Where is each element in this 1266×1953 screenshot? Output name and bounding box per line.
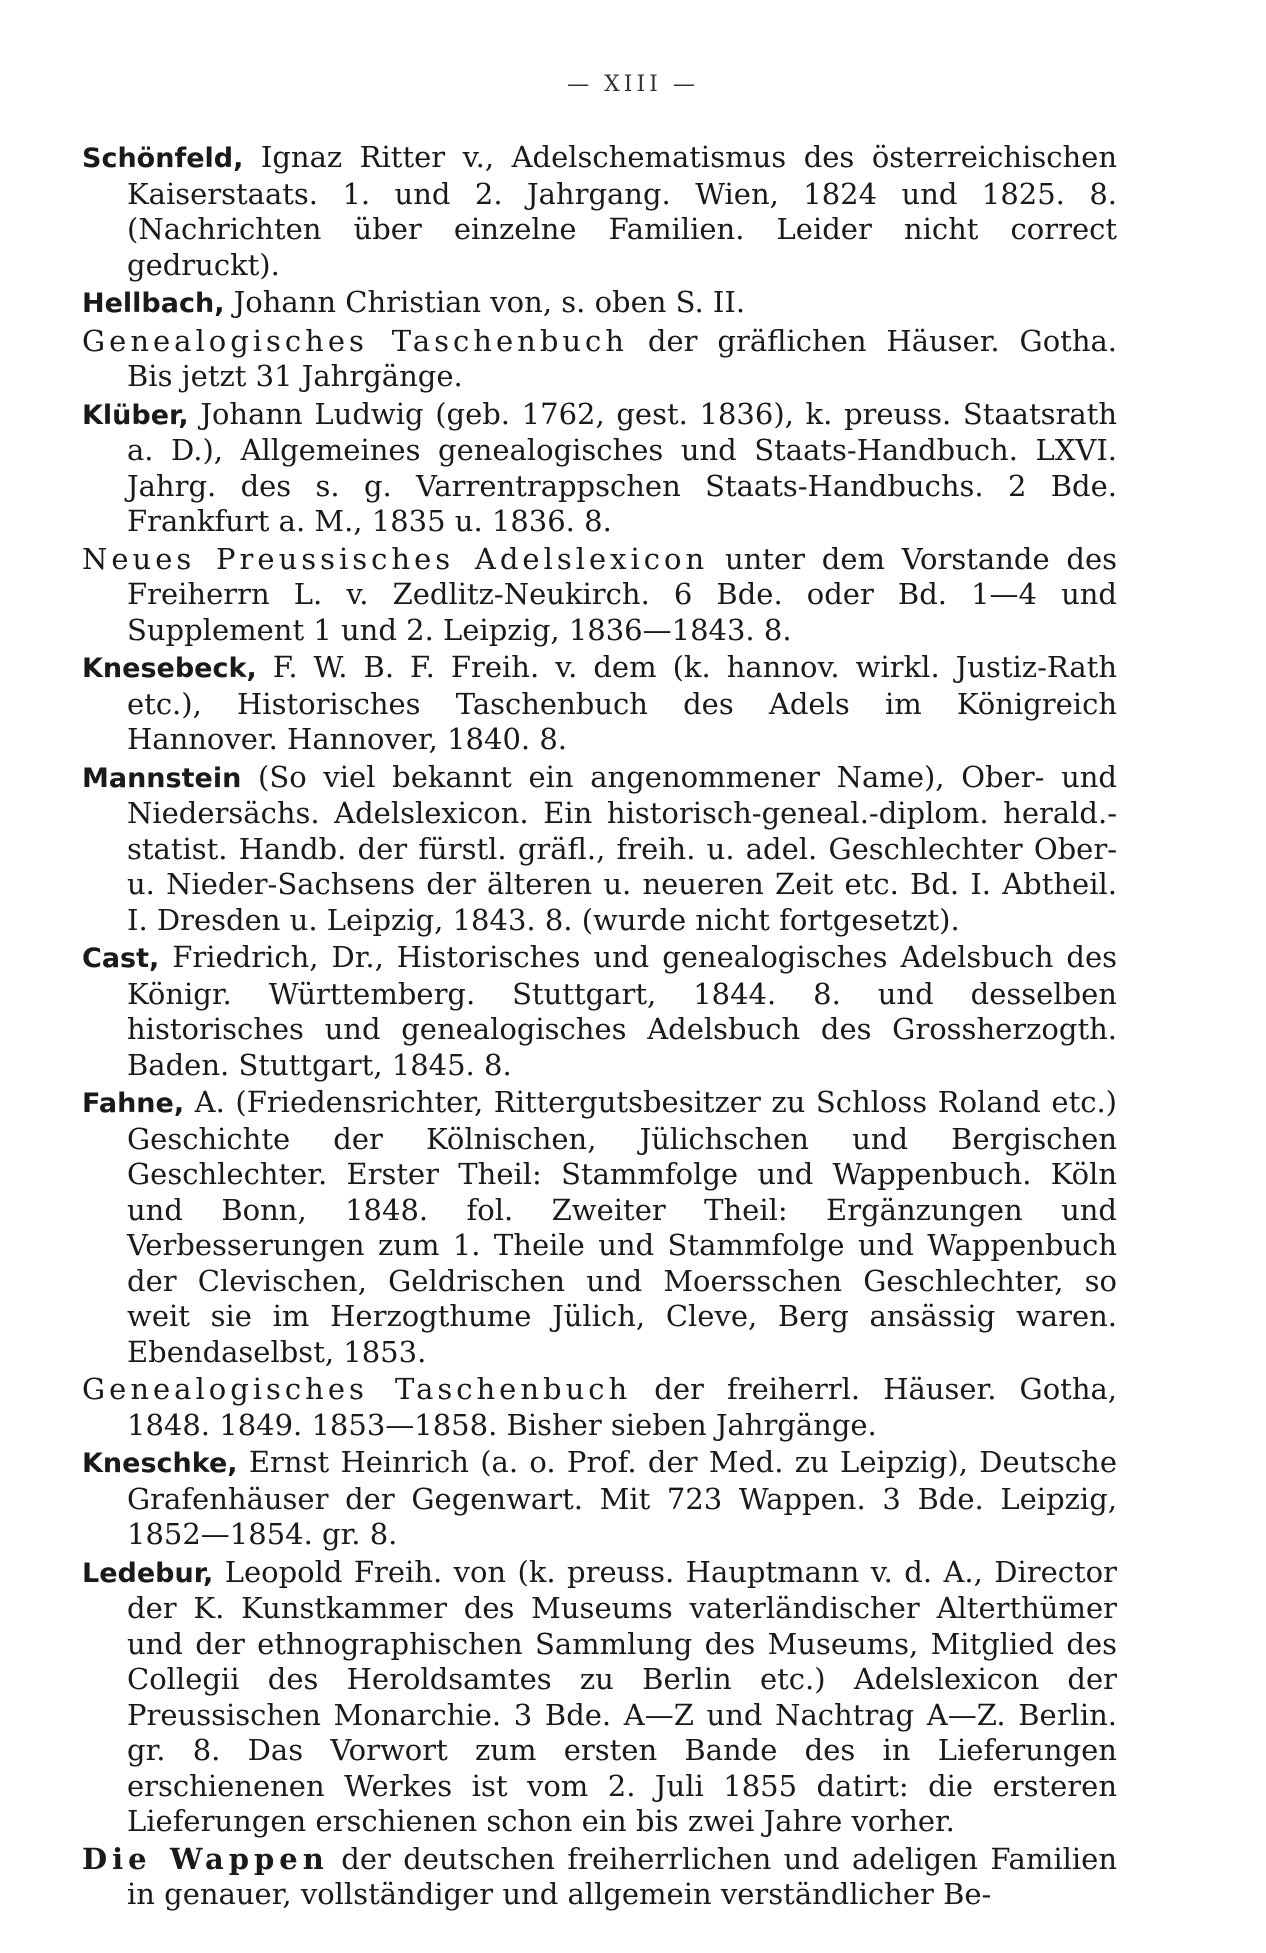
entry-text: (So viel bekannt ein angenommener Name), Ober- und Niedersächs. Adelslexicon. Ein historisch-geneal.-diplom. herald.-statist. Handb. der fürstl. gräfl., freih. u. adel. Geschlechter Ober- u. Nieder-Sachsens der älteren u. neueren Zeit etc. Bd. I. Abtheil. I. Dresden u. Leipzig, 1843. 8. (wurde nicht fortgesetzt). — [127, 759, 1117, 937]
entry-lead: Klüber, — [82, 399, 189, 431]
entry-lead: Knesebeck, — [82, 653, 257, 684]
entry-text: der freiherrl. Häuser. Gotha, 1848. 1849. 1853—1858. Bisher sieben Jahrgänge. — [127, 1372, 1118, 1442]
entry-text: der gräflichen Häuser. Gotha. Bis jetzt 31 Jahrgänge. — [127, 323, 1117, 393]
entry-text: Leopold Freih. von (k. preuss. Hauptmann v. d. A., Director der K. Kunstkammer des Museums vaterländischer Alterthümer und der ethnographischen Sammlung des Museums, Mitglied des Collegii des Heroldsamtes zu Berlin etc.) Adelslexicon der Preussischen Monarchie. 3 Bde. A—Z und Nachtrag A—Z. Berlin. gr. 8. Das Vorwort zum ersten Bande des in Lieferungen erschienenen Werkes ist vom 2. Juli 1855 datirt: die ersteren Lieferungen erschienen schon ein bis zwei Jahre vorher. — [127, 1554, 1117, 1838]
bibliography-entry — [82, 1445, 1117, 1553]
bibliography-entry — [82, 940, 1117, 1083]
bibliography-entry — [82, 760, 1117, 939]
entry-lead: Schönfeld, — [82, 143, 244, 174]
bibliography-entry — [82, 542, 1117, 649]
entry-lead: Die Wappen — [82, 1841, 329, 1876]
entry-lead: Ledebur, — [82, 1557, 214, 1589]
bibliography-entry — [82, 1372, 1117, 1443]
entry-lead: Kneschke, — [82, 1448, 238, 1479]
entry-lead: Fahne, — [82, 1088, 185, 1119]
bibliography-entry — [82, 1842, 1117, 1913]
entry-text: Ernst Heinrich (a. o. Prof. der Med. zu Leipzig), Deutsche Grafenhäuser der Gegenwart. Mit 723 Wappen. 3 Bde. Leipzig, 1852—1854. gr. 8. — [127, 1445, 1117, 1551]
bibliography-entry — [82, 324, 1117, 395]
page-header: — XIII — — [567, 72, 699, 97]
bibliography-entry — [82, 285, 1117, 322]
bibliography-entry — [82, 140, 1117, 283]
entry-text: Johann Christian von, s. oben S. II. — [224, 285, 746, 319]
entry-text: Johann Ludwig (geb. 1762, gest. 1836), k. preuss. Staatsrath a. D.), Allgemeines genealogisches und Staats-Handbuch. LXVI. Jahrg. des s. g. Varrentrappschen Staats-Handbuchs. 2 Bde. Frankfurt a. M., 1835 u. 1836. 8. — [127, 396, 1117, 538]
entry-text: F. W. B. F. Freih. v. dem (k. hannov. wirkl. Justiz-Rath etc.), Historisches Taschenbuch des Adels im Königreich Hannover. Hannover, 1840. 8. — [127, 650, 1117, 756]
entry-text: der deutschen freiherrlichen und adeligen Familien in genauer, vollständiger und allgemein verständlicher Be- — [127, 1841, 1118, 1911]
entry-text: A. (Friedensrichter, Rittergutsbesitzer zu Schloss Roland etc.) Geschichte der Kölnischen, Jülichschen und Bergischen Geschlechter. Erster Theil: Stammfolge und Wappenbuch. Köln und Bonn, 1848. fol. Zweiter Theil: Ergänzungen und Verbesserungen zum 1. Theile und Stammfolge und Wappenbuch der Clevischen, Geldrischen und Moersschen Geschlechter, so weit sie im Herzogthume Jülich, Cleve, Berg ansässig waren. Ebendaselbst, 1853. — [127, 1085, 1117, 1369]
entry-lead: Genealogisches Taschenbuch — [82, 1372, 632, 1406]
entry-text: Ignaz Ritter v., Adelschematismus des österreichischen Kaiserstaats. 1. und 2. Jahrgang. Wien, 1824 und 1825. 8. (Nachrichten über einzelne Familien. Leider nicht correct gedruckt). — [127, 140, 1117, 282]
bibliography-entry — [82, 397, 1117, 540]
bibliography-entry — [82, 1555, 1117, 1840]
entry-lead: Neues Preussisches Adelslexicon — [82, 541, 709, 576]
entry-lead: Hellbach, — [82, 288, 225, 319]
bibliography-entry — [82, 650, 1117, 758]
entry-lead: Genealogisches Taschenbuch — [82, 323, 628, 358]
bibliography-entry — [82, 1085, 1117, 1370]
entry-lead: Cast, — [82, 943, 160, 974]
entry-text: Friedrich, Dr., Historisches und genealogisches Adelsbuch des Königr. Württemberg. Stuttgart, 1844. 8. und desselben historisches und genealogisches Adelsbuch des Grossherzogth. Baden. Stuttgart, 1845. 8. — [127, 940, 1117, 1082]
entry-text: unter dem Vorstande des Freiherrn L. v. Zedlitz-Neukirch. 6 Bde. oder Bd. 1—4 und Supplement 1 und 2. Leipzig, 1836—1843. 8. — [127, 541, 1117, 647]
entry-lead: Mannstein — [82, 762, 242, 794]
bibliography-list — [82, 140, 1117, 1915]
